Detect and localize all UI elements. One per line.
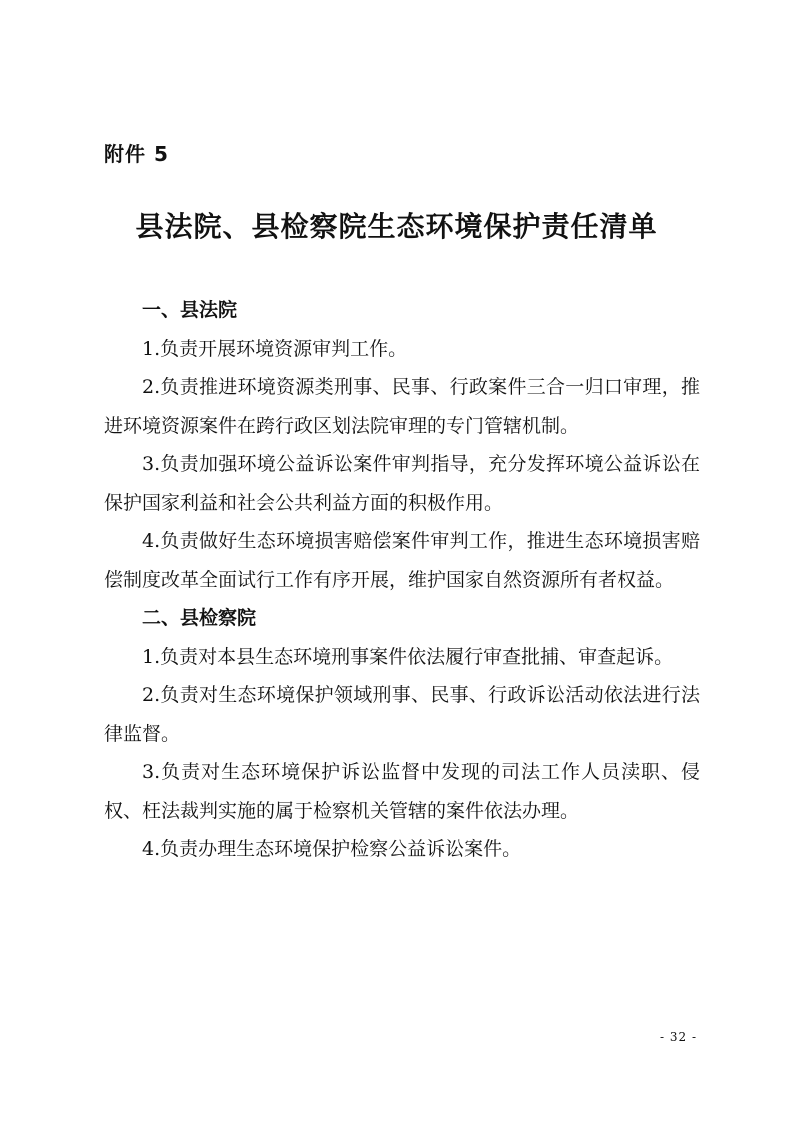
section-heading-court: 一、县法院 (142, 299, 238, 321)
procuratorate-item-3: 3.负责对生态环境保护诉讼监督中发现的司法工作人员渎职、侵权、枉法裁判实施的属于检察机关管辖的案件依法办理。 (104, 761, 700, 822)
court-item-1: 1.负责开展环境资源审判工作。 (142, 337, 408, 360)
attachment-label: 附件 5 (104, 142, 169, 166)
court-item-3: 3.负责加强环境公益诉讼案件审判指导，充分发挥环境公益诉讼在保护国家利益和社会公共利益方面的积极作用。 (104, 453, 700, 514)
procuratorate-item-1: 1.负责对本县生态环境刑事案件依法履行审查批捕、审查起诉。 (142, 645, 674, 668)
court-item-2: 2.负责推进环境资源类刑事、民事、行政案件三合一归口审理，推进环境资源案件在跨行政区划法院审理的专门管辖机制。 (104, 376, 700, 437)
section-heading-procuratorate: 二、县检察院 (142, 607, 257, 629)
document-body (104, 291, 700, 869)
document-title: 县法院、县检察院生态环境保护责任清单 (135, 210, 658, 243)
procuratorate-item-4: 4.负责办理生态环境保护检察公益诉讼案件。 (142, 838, 522, 860)
page-number: - 32 - (659, 1030, 697, 1044)
court-item-4: 4.负责做好生态环境损害赔偿案件审判工作，推进生态环境损害赔偿制度改革全面试行工作有序开展，维护国家自然资源所有者权益。 (104, 530, 700, 591)
procuratorate-item-2: 2.负责对生态环境保护领域刑事、民事、行政诉讼活动依法进行法律监督。 (104, 684, 700, 745)
